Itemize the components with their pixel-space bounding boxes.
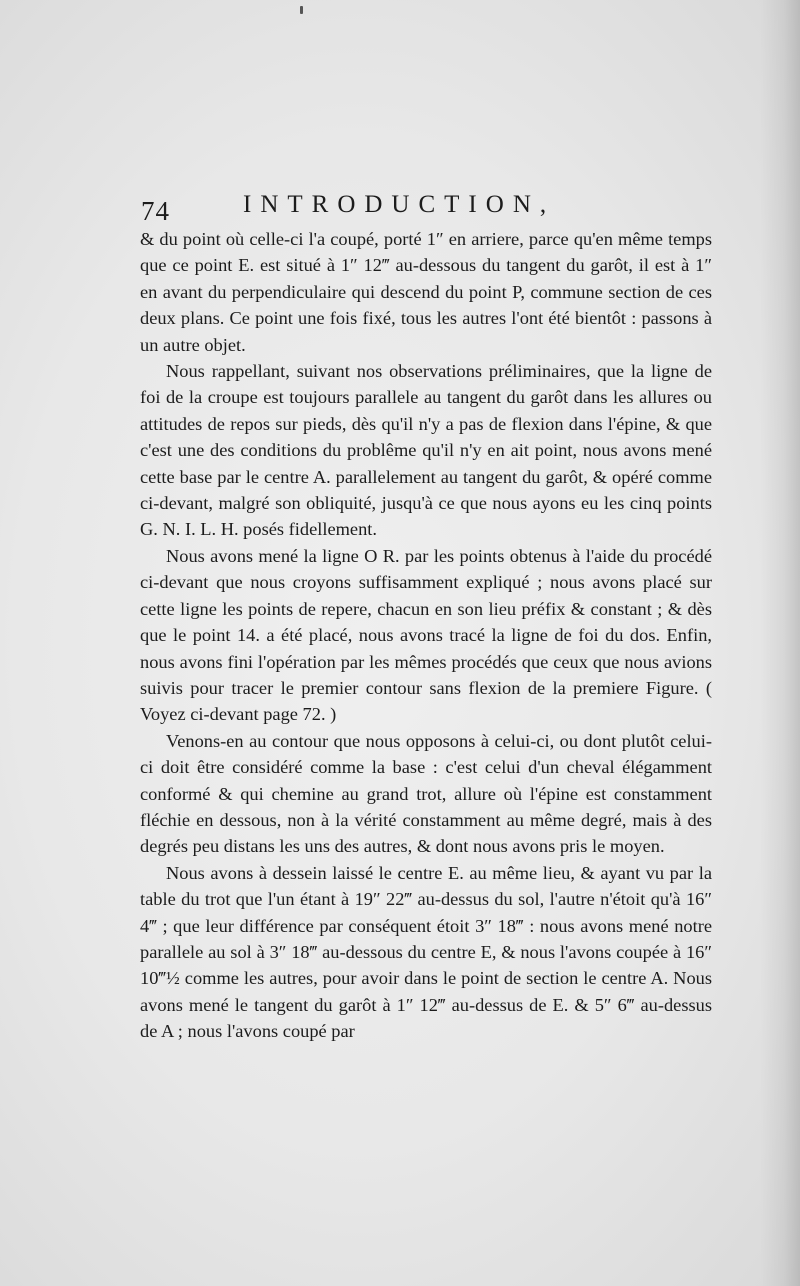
- body-text: [140, 226, 712, 1045]
- page-header: [141, 190, 711, 230]
- binding-mark: [300, 6, 303, 14]
- paragraph-2: Nous rappellant, suivant nos observations préliminaires, que la ligne de foi de la croupe est toujours parallele au tangent du garôt dans les allures ou attitudes de repos sur pieds, dès qu'il n'y a pas de flexion dans l'épine, & que c'est une des conditions du problême qu'il n'y en ait point, nous avons mené cette base par le centre A. parallelement au tangent du garôt, & opéré comme ci-devant, malgré son obliquité, jusqu'à ce que nous ayons eu les cinq points G. N. I. L. H. posés fidellement.: [140, 361, 712, 540]
- paragraph-1: & du point où celle-ci l'a coupé, porté 1″ en arriere, parce qu'en même temps que ce point E. est situé à 1″ 12‴ au-dessous du tangent du garôt, il est à 1″ en avant du perpendiculaire qui descend du point P, commune section de ces deux plans. Ce point une fois fixé, tous les autres l'ont été bientôt : passons à un autre objet.: [140, 229, 712, 355]
- paragraph-5: Nous avons à dessein laissé le centre E. au même lieu, & ayant vu par la table du trot que l'un étant à 19″ 22‴ au-dessus du sol, l'autre n'étoit qu'à 16″ 4‴ ; que leur différence par conséquent étoit 3″ 18‴ : nous avons mené notre parallele au sol à 3″ 18‴ au-dessous du centre E, & nous l'avons coupée à 16″ 10‴½ comme les autres, pour avoir dans le point de section le centre A. Nous avons mené le tangent du garôt à 1″ 12‴ au-dessus de E. & 5″ 6‴ au-dessus de A ; nous l'avons coupé par: [140, 862, 712, 1042]
- page-edge-shadow: [760, 0, 800, 1286]
- paragraph-4: Venons-en au contour que nous opposons à celui-ci, ou dont plutôt celui-ci doit être considéré comme la base : c'est celui d'un cheval élégamment conformé & qui chemine au grand trot, allure où l'épine est constamment fléchie en dessous, non à la vérité constamment au même degré, mais à des degrés peu distans les uns des autres, & dont nous avons pris le moyen.: [140, 730, 712, 857]
- page-number: 74: [141, 196, 170, 226]
- running-title: INTRODUCTION,: [243, 191, 556, 218]
- paragraph-3: Nous avons mené la ligne O R. par les points obtenus à l'aide du procédé ci-devant que nous croyons suffisamment expliqué ; nous avons placé sur cette ligne les points de repere, chacun en son lieu préfix & constant ; & dès que le point 14. a été placé, nous avons tracé la ligne de foi du dos. Enfin, nous avons fini l'opération par les mêmes procédés que ceux que nous avions suivis pour tracer le premier contour sans flexion de la premiere Figure. ( Voyez ci-devant page 72. ): [140, 545, 712, 725]
